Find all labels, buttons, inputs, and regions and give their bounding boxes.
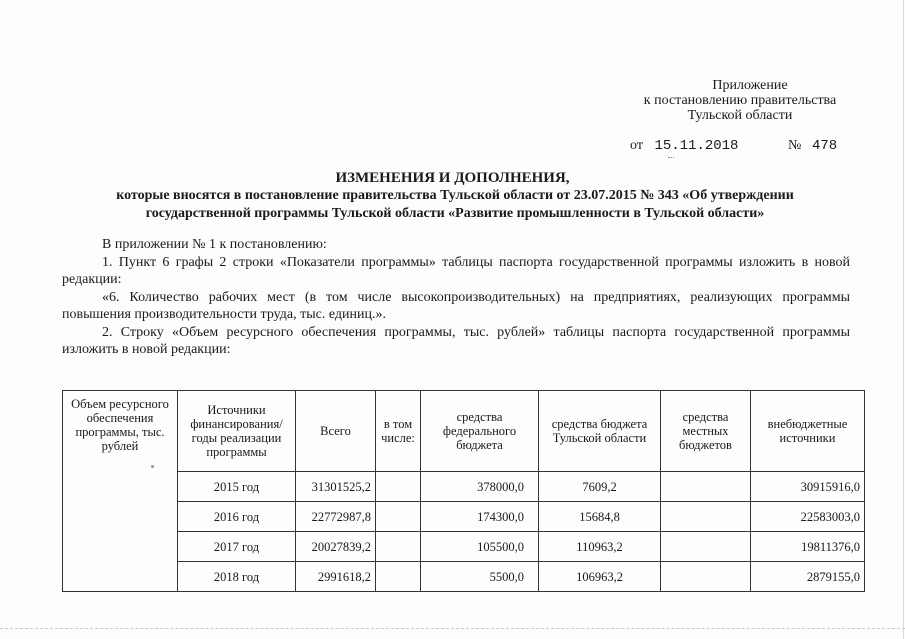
cell-regional: 15684,8: [539, 502, 661, 532]
cell-year: 2017 год: [178, 532, 296, 562]
header-regional: средства бюджета Тульской области: [539, 391, 661, 472]
cell-year: 2018 год: [178, 562, 296, 592]
cell-extrabudgetary: 19811376,0: [751, 532, 865, 562]
date-number-row: [630, 138, 838, 154]
table-row: [63, 502, 865, 532]
body-paragraph-2: «6. Количество рабочих мест (в том числе высокопроизводительных) на предприятиях, реализующих программы повышения производительности труда, тыс. единиц.».: [62, 289, 850, 322]
scan-mark: [668, 157, 674, 160]
appendix-block: [600, 78, 880, 123]
cell-federal: 105500,0: [421, 532, 539, 562]
cell-including: [376, 532, 421, 562]
scan-edge-right: [903, 0, 904, 639]
cell-federal: 378000,0: [421, 472, 539, 502]
cell-local: [661, 532, 751, 562]
cell-local: [661, 562, 751, 592]
cell-total: 31301525,2: [296, 472, 376, 502]
header-federal: средства федерального бюджета: [421, 391, 539, 472]
cell-local: [661, 472, 751, 502]
cell-year: 2015 год: [178, 472, 296, 502]
header-total: Всего: [296, 391, 376, 472]
document-body: [62, 236, 850, 359]
document-subtitle: которые вносятся в постановление правительства Тульской области от 23.07.2015 № 343 «Об утверждении государственной программы Тульской области «Развитие промышленности в Тульской области»: [116, 188, 794, 221]
scan-edge-bottom: [0, 628, 905, 630]
table-header-row: [63, 391, 865, 472]
cell-extrabudgetary: 2879155,0: [751, 562, 865, 592]
body-paragraph-intro: В приложении № 1 к постановлению:: [102, 237, 327, 252]
cell-extrabudgetary: 22583003,0: [751, 502, 865, 532]
date-value: 15.11.2018: [654, 138, 739, 154]
header-extrabudgetary: внебюджетные источники: [751, 391, 865, 472]
document-title: ИЗМЕНЕНИЯ И ДОПОЛНЕНИЯ,: [335, 170, 570, 186]
cell-federal: 5500,0: [421, 562, 539, 592]
cell-regional: 110963,2: [539, 532, 661, 562]
appendix-line-3: Тульской области: [687, 108, 793, 123]
cell-regional: 7609,2: [539, 472, 661, 502]
table-row: [63, 472, 865, 502]
table-row: [63, 562, 865, 592]
budget-table: [62, 390, 865, 592]
scan-dot: [151, 465, 154, 468]
cell-including: [376, 562, 421, 592]
table-row: [63, 532, 865, 562]
body-paragraph-3: 2. Строку «Объем ресурсного обеспечения программы, тыс. рублей» таблицы паспорта государственной программы изложить в новой редакции:: [62, 324, 850, 357]
body-paragraph-1: 1. Пункт 6 графы 2 строки «Показатели программы» таблицы паспорта государственной программы изложить в новой редакции:: [62, 254, 850, 287]
appendix-line-2: к постановлению правительства: [643, 93, 837, 108]
cell-including: [376, 472, 421, 502]
cell-extrabudgetary: 30915916,0: [751, 472, 865, 502]
cell-federal: 174300,0: [421, 502, 539, 532]
number-label: №: [788, 138, 802, 153]
header-local: средства местных бюджетов: [661, 391, 751, 472]
header-including: в том числе:: [376, 391, 421, 472]
number-value: 478: [812, 138, 838, 154]
cell-including: [376, 502, 421, 532]
header-sources: Источники финансирования/ годы реализации программы: [178, 391, 296, 472]
cell-regional: 106963,2: [539, 562, 661, 592]
cell-total: 2991618,2: [296, 562, 376, 592]
appendix-line-1: Приложение: [712, 78, 788, 93]
cell-local: [661, 502, 751, 532]
cell-total: 22772987,8: [296, 502, 376, 532]
cell-total: 20027839,2: [296, 532, 376, 562]
header-resource-volume: Объем ресурсного обеспечения программы, тыс. рублей: [63, 391, 178, 592]
date-from-label: от: [630, 138, 643, 153]
cell-year: 2016 год: [178, 502, 296, 532]
